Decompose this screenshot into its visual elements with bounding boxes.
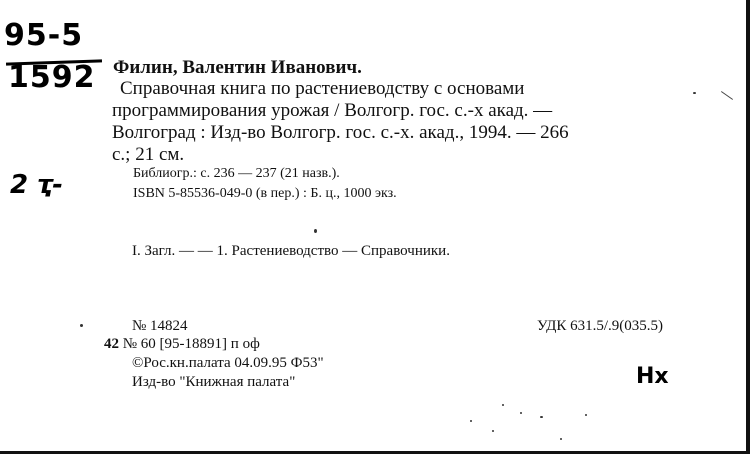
isbn-line: ISBN 5-85536-049-0 (в пер.) : Б. ц., 1000 экз. [133,186,397,201]
scan-speck [80,324,83,327]
scan-speck [502,404,504,406]
order-number [104,336,260,353]
description-line: с.; 21 см. [112,144,185,165]
corner-handwritten-mark: Нх [636,364,669,389]
shelf-mark-top: 95-5 [4,18,84,53]
scan-speck [520,412,522,414]
udc-classification: УДК 631.5/.9(035.5) [537,318,663,334]
shelf-mark-bottom: 1592 [8,60,96,95]
bibliography-note: Библиогр.: с. 236 — 237 (21 назв.). [133,166,340,181]
scan-speck [540,416,543,418]
order-number-text: № 60 [95-18891] п оф [122,336,260,352]
scan-stroke [721,91,733,100]
scan-speck [585,414,587,416]
order-prefix: 42 [104,336,119,352]
bibliographic-description [112,78,694,166]
scan-speck [693,92,696,94]
author-heading: Филин, Валентин Иванович. [113,57,362,78]
copyright-line: ©Рос.кн.палата 04.09.95 Ф53" [132,355,324,371]
scan-speck [492,430,494,432]
inventory-mark: 2 ҭ- [10,170,64,200]
tracing-line: I. Загл. — — 1. Растениеводство — Справочники. [132,243,450,259]
description-line: Справочная книга по растениеводству с основами [120,78,525,99]
publisher-line: Изд-во "Книжная палата" [132,374,296,390]
description-line: программирования урожая / Волгогр. гос. с.-х акад. — [112,100,553,121]
card-number: № 14824 [132,318,188,334]
description-line: Волгоград : Изд-во Волгогр. гос. с.-х. акад., 1994. — 266 [112,122,569,143]
scan-speck [470,420,472,422]
scan-speck [560,438,562,440]
scan-speck [314,229,317,233]
